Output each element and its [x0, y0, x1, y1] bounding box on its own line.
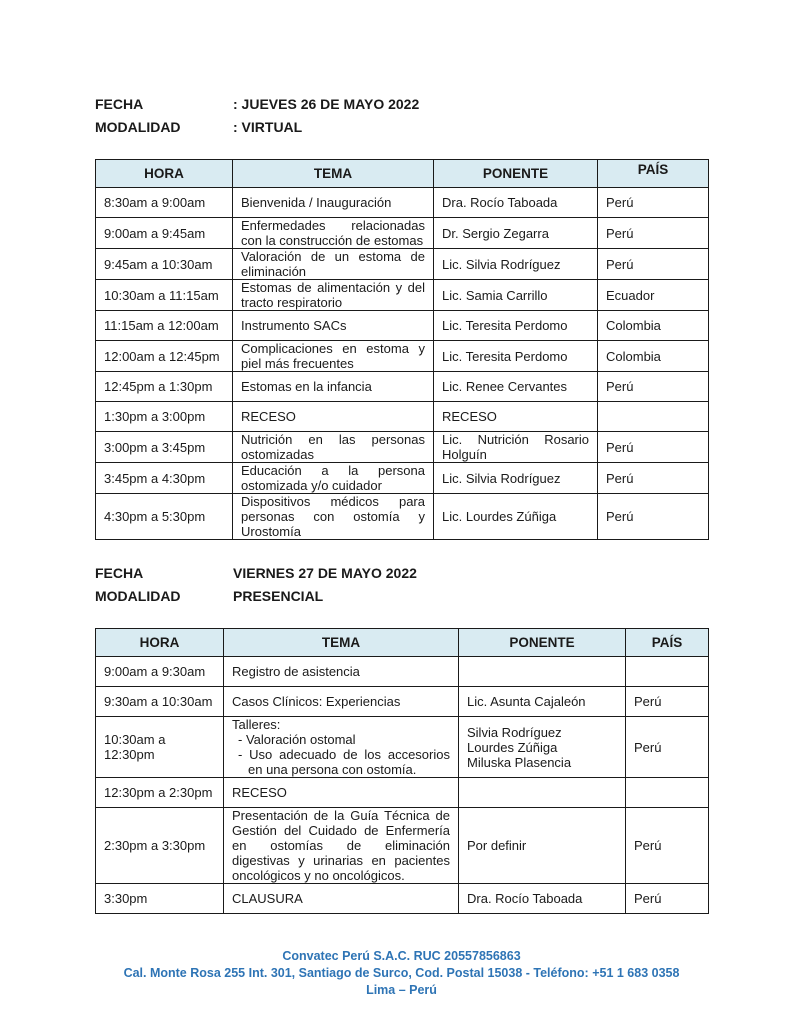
cell-hora: 4:30pm a 5:30pm	[96, 494, 233, 540]
document-content	[95, 0, 708, 999]
cell-line: Miluska Plasencia	[467, 754, 572, 770]
cell-tema: Estomas en la infancia	[233, 372, 434, 402]
cell-ponente: Lic. Nutrición Rosario Holguín	[434, 432, 598, 463]
cell-tema: Complicaciones en estoma y piel más frecuentes	[233, 341, 434, 372]
cell-hora: 12:45pm a 1:30pm	[96, 372, 233, 402]
column-header-hora: HORA	[96, 160, 233, 188]
cell-hora: 3:45pm a 4:30pm	[96, 463, 233, 494]
company-footer	[95, 948, 708, 999]
fecha-label: FECHA	[95, 96, 144, 112]
footer-address-line: Cal. Monte Rosa 255 Int. 301, Santiago de Surco, Cod. Postal 15038 - Teléfono: +51 1 683 0358	[123, 966, 680, 980]
cell-hora: 10:30am a 12:30pm	[96, 717, 224, 778]
cell-pais: Perú	[598, 432, 709, 463]
cell-pais: Ecuador	[598, 280, 709, 311]
cell-pais: Perú	[626, 717, 709, 778]
cell-pais: Colombia	[598, 341, 709, 372]
cell-tema: CLAUSURA	[224, 884, 459, 914]
cell-hora: 1:30pm a 3:00pm	[96, 402, 233, 432]
cell-tema: Educación a la persona ostomizada y/o cuidador	[233, 463, 434, 494]
column-header-ponente: PONENTE	[459, 629, 626, 657]
cell-ponente: Lic. Asunta Cajaleón	[459, 687, 626, 717]
table-row	[96, 778, 709, 808]
cell-ponente: Dr. Sergio Zegarra	[434, 218, 598, 249]
cell-tema: RECESO	[224, 778, 459, 808]
schedule-table-day1	[95, 159, 709, 540]
header-row	[96, 629, 709, 657]
table-row	[96, 808, 709, 884]
cell-hora: 11:15am a 12:00am	[96, 311, 233, 341]
cell-pais	[626, 778, 709, 808]
cell-line: - Uso adecuado de los accesorios en una persona con ostomía.	[238, 747, 450, 777]
cell-pais: Perú	[626, 687, 709, 717]
cell-hora: 9:00am a 9:30am	[96, 657, 224, 687]
table-row	[96, 402, 709, 432]
cell-ponente: Lic. Lourdes Zúñiga	[434, 494, 598, 540]
cell-pais: Perú	[598, 463, 709, 494]
cell-ponente	[459, 657, 626, 687]
table-row	[96, 218, 709, 249]
cell-ponente: Lic. Silvia Rodríguez	[434, 249, 598, 280]
column-header-ponente: PONENTE	[434, 160, 598, 188]
schedule-table-day2	[95, 628, 709, 914]
cell-ponente: Lic. Teresita Perdomo	[434, 311, 598, 341]
cell-pais: Perú	[598, 494, 709, 540]
cell-ponente: Dra. Rocío Taboada	[434, 188, 598, 218]
table-row	[96, 188, 709, 218]
cell-ponente	[459, 778, 626, 808]
table-row	[96, 280, 709, 311]
modalidad-value: PRESENCIAL	[233, 588, 324, 604]
cell-hora: 10:30am a 11:15am	[96, 280, 233, 311]
table-row	[96, 341, 709, 372]
table-row	[96, 717, 709, 778]
column-header-tema: TEMA	[224, 629, 459, 657]
cell-line: Talleres:	[232, 717, 281, 732]
cell-tema: Registro de asistencia	[224, 657, 459, 687]
cell-tema: Nutrición en las personas ostomizadas	[233, 432, 434, 463]
event-meta-day2	[95, 562, 708, 608]
table-row	[96, 249, 709, 280]
cell-tema: Valoración de un estoma de eliminación	[233, 249, 434, 280]
fecha-value: VIERNES 27 DE MAYO 2022	[233, 565, 417, 581]
column-header-hora: HORA	[96, 629, 224, 657]
cell-hora: 2:30pm a 3:30pm	[96, 808, 224, 884]
table-row	[96, 494, 709, 540]
column-header-pais: PAÍS	[626, 629, 709, 657]
table-row	[96, 311, 709, 341]
cell-tema: Estomas de alimentación y del tracto respiratorio	[233, 280, 434, 311]
cell-pais: Perú	[626, 808, 709, 884]
cell-pais	[598, 402, 709, 432]
event-meta-day1	[95, 93, 708, 139]
cell-hora: 9:45am a 10:30am	[96, 249, 233, 280]
table-row	[96, 687, 709, 717]
cell-pais: Perú	[598, 188, 709, 218]
cell-tema	[224, 717, 459, 778]
table-row	[96, 463, 709, 494]
header-row	[96, 160, 709, 188]
table-row	[96, 372, 709, 402]
cell-ponente: Por definir	[459, 808, 626, 884]
cell-ponente: RECESO	[434, 402, 598, 432]
cell-pais: Perú	[598, 218, 709, 249]
table-row	[96, 432, 709, 463]
footer-city-line: Lima – Perú	[366, 983, 437, 997]
table-row	[96, 657, 709, 687]
cell-tema: RECESO	[233, 402, 434, 432]
cell-pais: Perú	[598, 249, 709, 280]
cell-tema: Instrumento SACs	[233, 311, 434, 341]
cell-ponente: Lic. Silvia Rodríguez	[434, 463, 598, 494]
cell-hora: 12:30pm a 2:30pm	[96, 778, 224, 808]
cell-tema: Enfermedades relacionadas con la construcción de estomas	[233, 218, 434, 249]
table-row	[96, 884, 709, 914]
cell-tema: Casos Clínicos: Experiencias	[224, 687, 459, 717]
modalidad-label: MODALIDAD	[95, 119, 181, 135]
column-header-tema: TEMA	[233, 160, 434, 188]
cell-line: Silvia Rodríguez	[467, 724, 562, 740]
cell-ponente: Lic. Teresita Perdomo	[434, 341, 598, 372]
footer-company-line: Convatec Perú S.A.C. RUC 20557856863	[282, 949, 521, 963]
cell-line: - Valoración ostomal	[238, 732, 356, 747]
cell-hora: 12:00am a 12:45pm	[96, 341, 233, 372]
column-header-pais: PAÍS	[598, 160, 709, 188]
cell-hora: 3:30pm	[96, 884, 224, 914]
cell-ponente: Lic. Samia Carrillo	[434, 280, 598, 311]
cell-tema: Bienvenida / Inauguración	[233, 188, 434, 218]
cell-tema: Dispositivos médicos para personas con ostomía y Urostomía	[233, 494, 434, 540]
cell-pais: Perú	[626, 884, 709, 914]
cell-ponente	[459, 717, 626, 778]
cell-tema: Presentación de la Guía Técnica de Gestión del Cuidado de Enfermería en ostomías de eliminación digestivas y urinarias en pacientes oncológicos y no oncológicos.	[224, 808, 459, 884]
cell-hora: 3:00pm a 3:45pm	[96, 432, 233, 463]
cell-ponente: Dra. Rocío Taboada	[459, 884, 626, 914]
cell-hora: 9:30am a 10:30am	[96, 687, 224, 717]
cell-pais: Perú	[598, 372, 709, 402]
modalidad-value: : VIRTUAL	[233, 119, 303, 135]
cell-hora: 9:00am a 9:45am	[96, 218, 233, 249]
cell-hora: 8:30am a 9:00am	[96, 188, 233, 218]
cell-pais	[626, 657, 709, 687]
cell-ponente: Lic. Renee Cervantes	[434, 372, 598, 402]
modalidad-label: MODALIDAD	[95, 588, 181, 604]
fecha-value: : JUEVES 26 DE MAYO 2022	[233, 96, 420, 112]
cell-line: Lourdes Zúñiga	[467, 739, 558, 755]
cell-pais: Colombia	[598, 311, 709, 341]
fecha-label: FECHA	[95, 565, 144, 581]
